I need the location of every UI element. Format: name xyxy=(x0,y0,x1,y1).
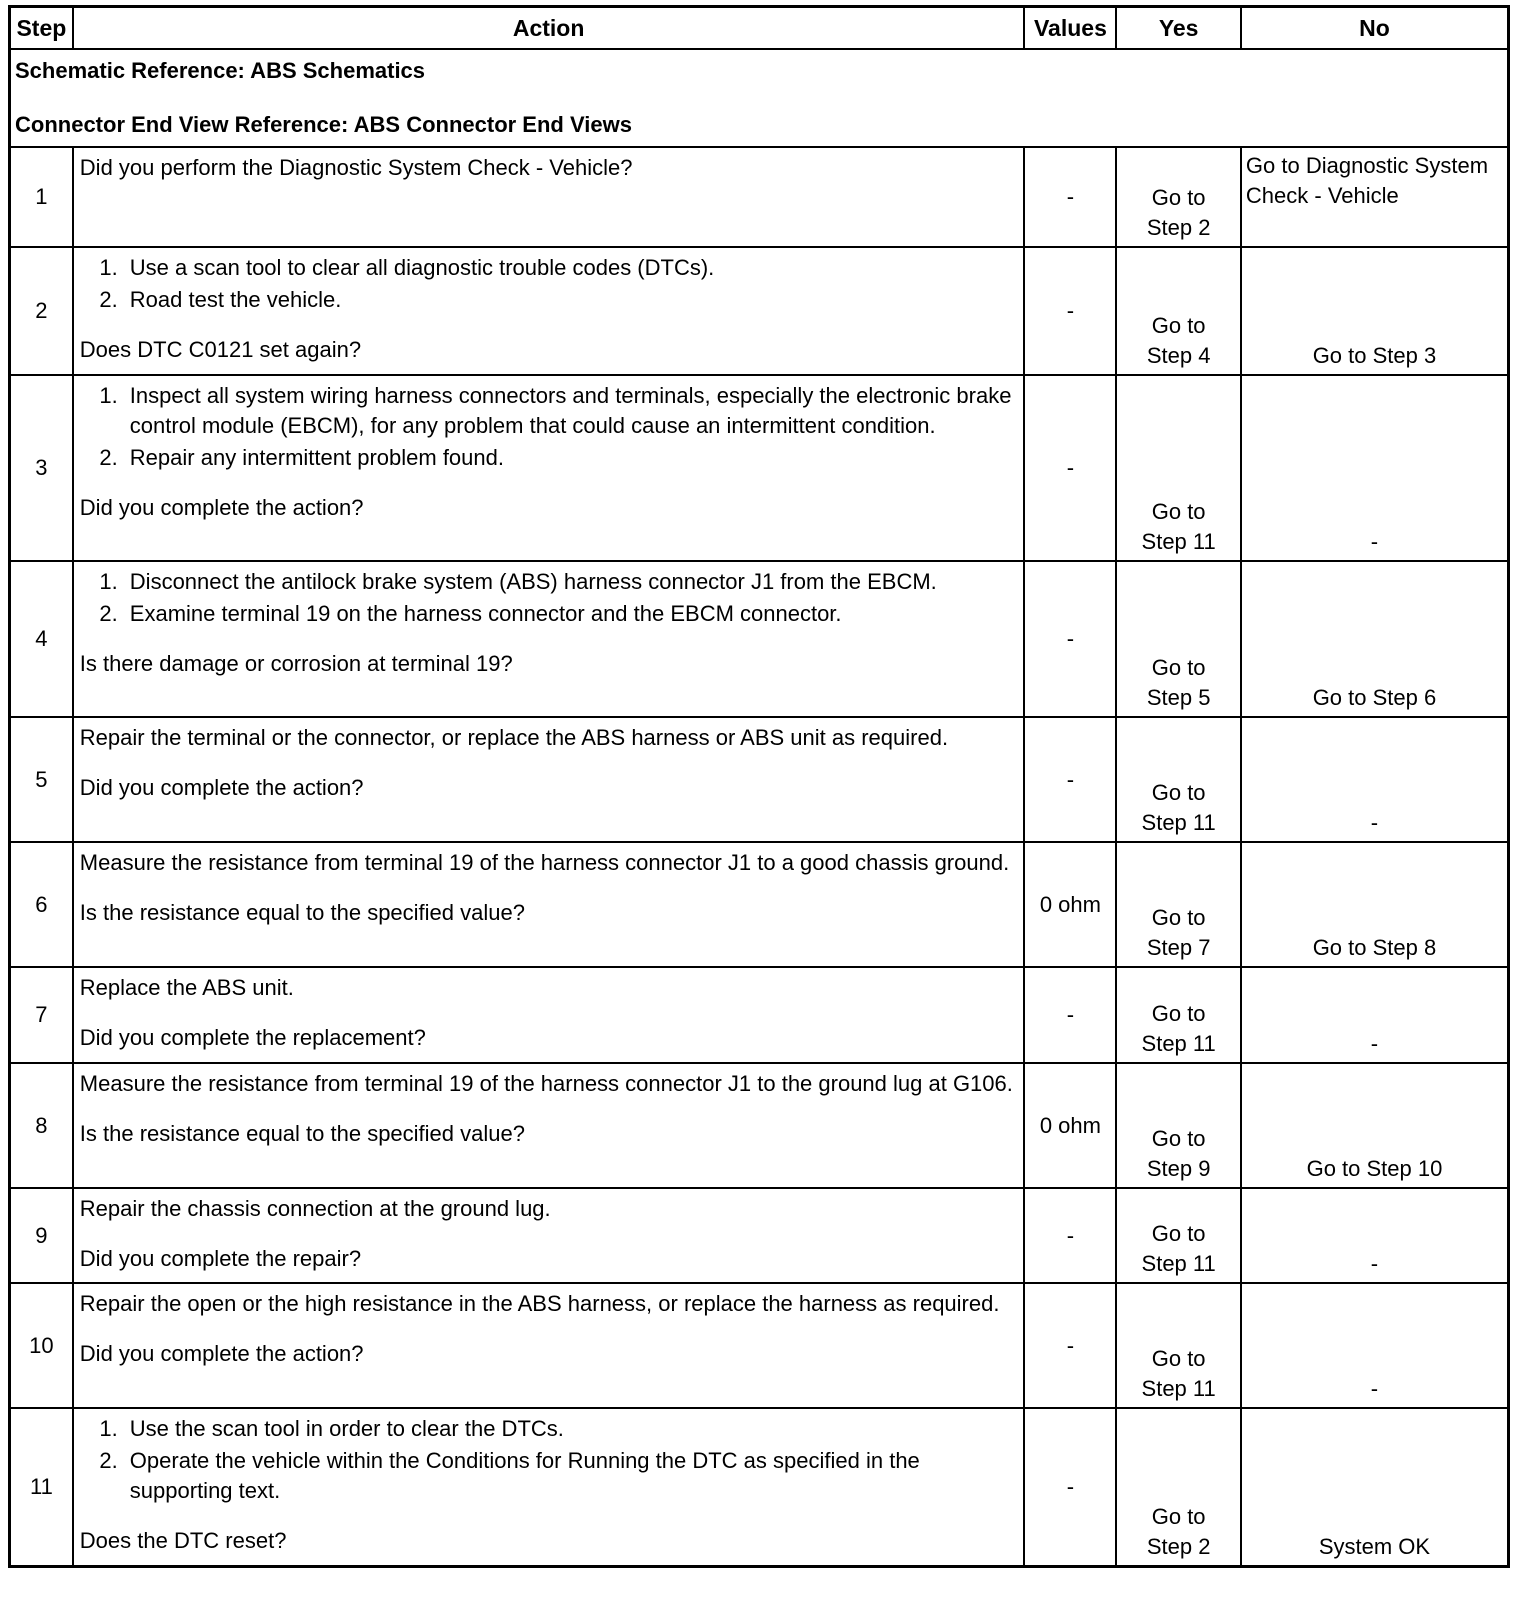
values-cell: - xyxy=(1024,147,1116,247)
action-text: Repair the terminal or the connector, or replace the ABS harness or ABS unit as required. xyxy=(79,725,949,750)
action-question: Did you complete the action? xyxy=(79,775,364,800)
step-number: 8 xyxy=(10,1063,73,1188)
step-number: 5 xyxy=(10,717,73,842)
action-item: 2. Examine terminal 19 on the harness connector and the EBCM connector. xyxy=(124,599,1016,629)
action-cell xyxy=(73,1063,1025,1188)
yes-cell: Go to Step 11 xyxy=(1116,717,1241,842)
reference-row xyxy=(10,49,1509,147)
values-cell: - xyxy=(1024,967,1116,1063)
table-row xyxy=(10,1408,1509,1566)
no-cell: - xyxy=(1241,717,1509,842)
table-row xyxy=(10,717,1509,842)
action-cell xyxy=(73,967,1025,1063)
no-cell: - xyxy=(1241,967,1509,1063)
no-cell: - xyxy=(1241,1188,1509,1283)
values-cell: - xyxy=(1024,1283,1116,1408)
action-text: Repair the chassis connection at the ground lug. xyxy=(79,1196,551,1221)
action-question: Did you complete the action? xyxy=(79,1341,364,1366)
no-cell: Go to Step 6 xyxy=(1241,561,1509,717)
values-cell: - xyxy=(1024,717,1116,842)
table-row xyxy=(10,1188,1509,1283)
action-item: 2. Road test the vehicle. xyxy=(124,285,1016,315)
action-text: Measure the resistance from terminal 19 of the harness connector J1 to a good chassis ground. xyxy=(79,850,1010,875)
action-cell xyxy=(73,247,1025,375)
action-cell xyxy=(73,1283,1025,1408)
step-number: 10 xyxy=(10,1283,73,1408)
no-cell: Go to Diagnostic System Check - Vehicle xyxy=(1241,147,1509,247)
header-values: Values xyxy=(1024,7,1116,50)
table-row xyxy=(10,561,1509,717)
action-list xyxy=(80,253,1016,315)
yes-cell: Go to Step 7 xyxy=(1116,842,1241,967)
table-row xyxy=(10,842,1509,967)
values-cell: - xyxy=(1024,1188,1116,1283)
step-number: 7 xyxy=(10,967,73,1063)
no-cell: - xyxy=(1241,375,1509,561)
action-question: Is the resistance equal to the specified value? xyxy=(79,900,525,925)
action-text: Measure the resistance from terminal 19 of the harness connector J1 to the ground lug at G106. xyxy=(79,1071,1013,1096)
yes-cell: Go to Step 4 xyxy=(1116,247,1241,375)
action-text: Repair the open or the high resistance in the ABS harness, or replace the harness as required. xyxy=(79,1291,1000,1316)
header-no: No xyxy=(1241,7,1509,50)
action-item: 1. Use the scan tool in order to clear the DTCs. xyxy=(124,1414,1016,1444)
action-question: Did you complete the replacement? xyxy=(79,1025,426,1050)
action-cell xyxy=(73,1188,1025,1283)
action-list xyxy=(80,567,1016,629)
action-question: Did you complete the action? xyxy=(79,495,364,520)
step-number: 9 xyxy=(10,1188,73,1283)
action-question: Is there damage or corrosion at terminal 19? xyxy=(79,651,513,676)
action-question: Does DTC C0121 set again? xyxy=(79,337,362,362)
values-cell: - xyxy=(1024,1408,1116,1566)
action-item: 2. Repair any intermittent problem found. xyxy=(124,443,1016,473)
action-list xyxy=(80,1414,1016,1506)
values-cell: 0 ohm xyxy=(1024,842,1116,967)
schematic-reference: Schematic Reference: ABS Schematics xyxy=(15,58,426,83)
yes-cell: Go to Step 11 xyxy=(1116,967,1241,1063)
action-question: Did you complete the repair? xyxy=(79,1246,362,1271)
step-number: 1 xyxy=(10,147,73,247)
action-item: 2. Operate the vehicle within the Conditions for Running the DTC as specified in the supporting text. xyxy=(124,1446,1016,1506)
values-cell: - xyxy=(1024,561,1116,717)
action-item: 1. Disconnect the antilock brake system (ABS) harness connector J1 from the EBCM. xyxy=(124,567,1016,597)
yes-cell: Go to Step 5 xyxy=(1116,561,1241,717)
action-question: Does the DTC reset? xyxy=(79,1528,287,1553)
yes-cell: Go to Step 11 xyxy=(1116,1188,1241,1283)
action-cell xyxy=(73,375,1025,561)
values-cell: - xyxy=(1024,247,1116,375)
action-cell xyxy=(73,147,1025,247)
table-row xyxy=(10,1283,1509,1408)
no-cell: Go to Step 10 xyxy=(1241,1063,1509,1188)
diagnostic-table xyxy=(8,5,1510,1568)
values-cell: 0 ohm xyxy=(1024,1063,1116,1188)
action-cell xyxy=(73,717,1025,842)
table-row xyxy=(10,1063,1509,1188)
values-cell: - xyxy=(1024,375,1116,561)
action-question: Is the resistance equal to the specified value? xyxy=(79,1121,525,1146)
yes-cell: Go to Step 2 xyxy=(1116,147,1241,247)
table-row xyxy=(10,375,1509,561)
step-number: 2 xyxy=(10,247,73,375)
action-list xyxy=(80,381,1016,473)
action-cell xyxy=(73,561,1025,717)
step-number: 6 xyxy=(10,842,73,967)
no-cell: - xyxy=(1241,1283,1509,1408)
yes-cell: Go to Step 9 xyxy=(1116,1063,1241,1188)
no-cell: Go to Step 3 xyxy=(1241,247,1509,375)
header-yes: Yes xyxy=(1116,7,1241,50)
action-cell xyxy=(73,842,1025,967)
yes-cell: Go to Step 2 xyxy=(1116,1408,1241,1566)
table-row xyxy=(10,147,1509,247)
action-text: Replace the ABS unit. xyxy=(79,975,294,1000)
no-cell: Go to Step 8 xyxy=(1241,842,1509,967)
yes-cell: Go to Step 11 xyxy=(1116,375,1241,561)
action-cell xyxy=(73,1408,1025,1566)
yes-cell: Go to Step 11 xyxy=(1116,1283,1241,1408)
header-step: Step xyxy=(10,7,73,50)
header-action: Action xyxy=(73,7,1025,50)
action-item: 1. Use a scan tool to clear all diagnostic trouble codes (DTCs). xyxy=(124,253,1016,283)
connector-reference: Connector End View Reference: ABS Connector End Views xyxy=(15,112,632,137)
step-number: 3 xyxy=(10,375,73,561)
step-number: 4 xyxy=(10,561,73,717)
action-text: Did you perform the Diagnostic System Check - Vehicle? xyxy=(79,155,633,180)
table-row xyxy=(10,967,1509,1063)
table-row xyxy=(10,247,1509,375)
step-number: 11 xyxy=(10,1408,73,1566)
reference-cell xyxy=(10,49,1509,147)
action-item: 1. Inspect all system wiring harness connectors and terminals, especially the electronic brake control module (EBCM), for any problem that could cause an intermittent condition. xyxy=(124,381,1016,441)
header-row xyxy=(10,7,1509,50)
no-cell: System OK xyxy=(1241,1408,1509,1566)
